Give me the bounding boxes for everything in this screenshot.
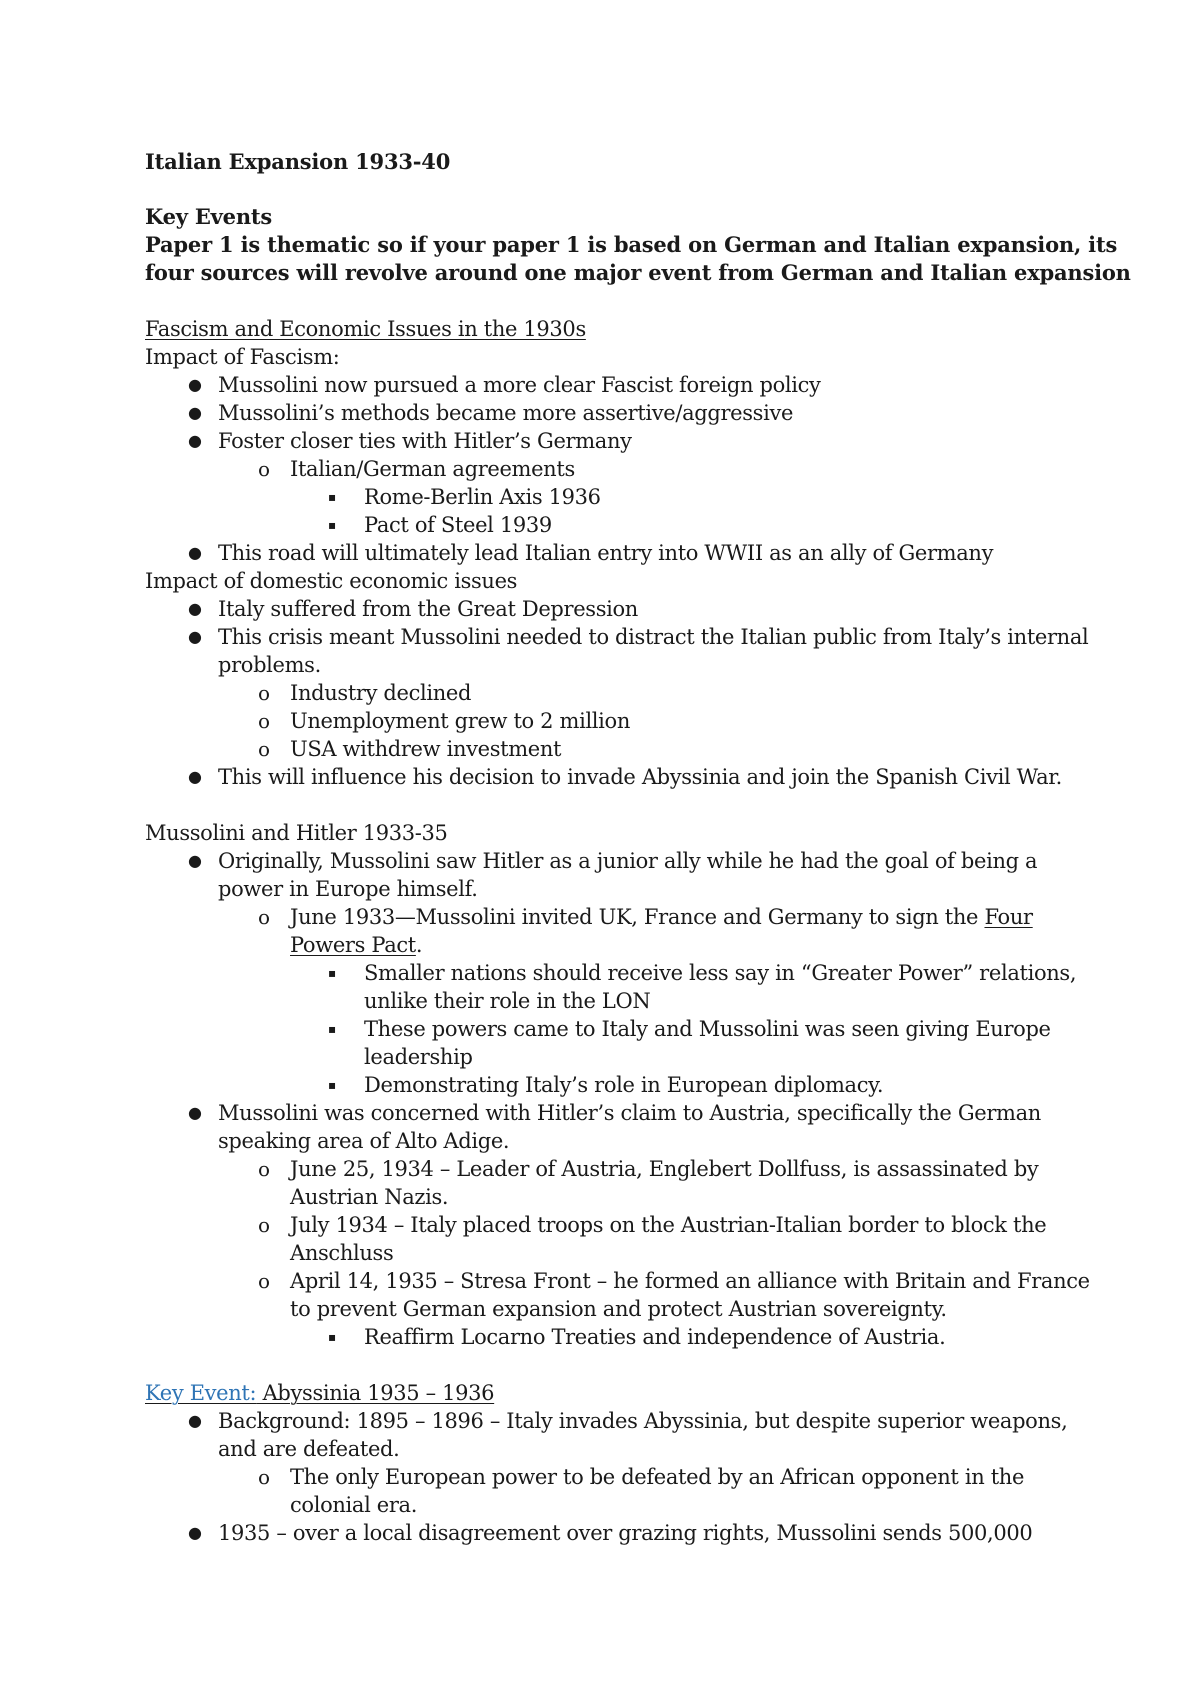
- list-item: o USA withdrew investment: [258, 737, 562, 761]
- list-item-continuation: unlike their role in the LON: [364, 989, 651, 1013]
- list-item-continuation: Anschluss: [290, 1241, 394, 1265]
- list-item: o June 1933—Mussolini invited UK, France and Germany to sign the Four: [258, 905, 1033, 929]
- circle-marker: o: [258, 1213, 270, 1237]
- square-marker: ▪: [328, 1078, 336, 1092]
- circle-marker: o: [258, 737, 270, 761]
- key-event-label[interactable]: Key Event:: [145, 1381, 257, 1405]
- bullet-marker: ●: [188, 599, 202, 618]
- list-item: ● 1935 – over a local disagreement over grazing rights, Mussolini sends 500,000: [188, 1521, 1033, 1545]
- list-item: ● Foster closer ties with Hitler’s Germany: [188, 429, 632, 453]
- square-marker: ▪: [328, 518, 336, 532]
- section-heading-fascism: Fascism and Economic Issues in the 1930s: [145, 317, 586, 341]
- list-item-continuation: colonial era.: [290, 1493, 418, 1517]
- list-item: ● Mussolini now pursued a more clear Fascist foreign policy: [188, 373, 821, 397]
- circle-marker: o: [258, 709, 270, 733]
- section-heading-mussolini-hitler: Mussolini and Hitler 1933-35: [145, 821, 448, 845]
- list-item-continuation: leadership: [364, 1045, 473, 1069]
- list-item: o July 1934 – Italy placed troops on the Austrian-Italian border to block the: [258, 1213, 1047, 1237]
- list-item: o Industry declined: [258, 681, 472, 705]
- four-powers-pact-link[interactable]: Four: [984, 905, 1033, 929]
- bullet-marker: ●: [188, 851, 202, 870]
- four-powers-pact-link[interactable]: Powers Pact: [290, 933, 416, 957]
- list-item: ● This crisis meant Mussolini needed to distract the Italian public from Italy’s internal: [188, 625, 1089, 649]
- list-item: ● Mussolini was concerned with Hitler’s claim to Austria, specifically the German: [188, 1101, 1041, 1125]
- circle-marker: o: [258, 681, 270, 705]
- list-item-continuation: Powers Pact.: [290, 933, 423, 957]
- list-item-continuation: speaking area of Alto Adige.: [218, 1129, 510, 1153]
- list-item: ▪ Rome-Berlin Axis 1936: [328, 485, 601, 509]
- list-item: ● Originally, Mussolini saw Hitler as a junior ally while he had the goal of being a: [188, 849, 1038, 873]
- bullet-marker: ●: [188, 1523, 202, 1542]
- square-marker: ▪: [328, 490, 336, 504]
- square-marker: ▪: [328, 1330, 336, 1344]
- list-item: ▪ Pact of Steel 1939: [328, 513, 552, 537]
- list-item: o The only European power to be defeated by an African opponent in the: [258, 1465, 1025, 1489]
- list-item: ▪ Reaffirm Locarno Treaties and independence of Austria.: [328, 1325, 946, 1349]
- bullet-marker: ●: [188, 403, 202, 422]
- paper-note-line: four sources will revolve around one major event from German and Italian expansion: [145, 260, 1131, 285]
- document-title: Italian Expansion 1933-40: [145, 149, 451, 174]
- list-item-continuation: Austrian Nazis.: [290, 1185, 449, 1209]
- circle-marker: o: [258, 457, 270, 481]
- section-heading-abyssinia: Key Event: Abyssinia 1935 – 1936: [145, 1381, 495, 1405]
- list-item: o June 25, 1934 – Leader of Austria, Englebert Dollfuss, is assassinated by: [258, 1157, 1039, 1181]
- bullet-marker: ●: [188, 375, 202, 394]
- list-item: ▪ Demonstrating Italy’s role in European diplomacy.: [328, 1073, 884, 1097]
- bullet-marker: ●: [188, 1411, 202, 1430]
- circle-marker: o: [258, 1269, 270, 1293]
- list-item-continuation: and are defeated.: [218, 1437, 400, 1461]
- list-item: ● Mussolini’s methods became more assertive/aggressive: [188, 401, 794, 425]
- list-item: ▪ These powers came to Italy and Mussolini was seen giving Europe: [328, 1017, 1051, 1041]
- key-events-heading: Key Events: [145, 204, 273, 229]
- list-item: ● Background: 1895 – 1896 – Italy invades Abyssinia, but despite superior weapons,: [188, 1409, 1068, 1433]
- subheading-impact-fascism: Impact of Fascism:: [145, 345, 340, 369]
- bullet-marker: ●: [188, 627, 202, 646]
- list-item: ● This road will ultimately lead Italian entry into WWII as an ally of Germany: [188, 541, 994, 565]
- list-item: ● This will influence his decision to invade Abyssinia and join the Spanish Civil War.: [188, 765, 1062, 789]
- circle-marker: o: [258, 905, 270, 929]
- list-item-continuation: to prevent German expansion and protect Austrian sovereignty.: [290, 1297, 947, 1321]
- bullet-marker: ●: [188, 1103, 202, 1122]
- list-item: o Unemployment grew to 2 million: [258, 709, 631, 733]
- subheading-impact-domestic: Impact of domestic economic issues: [145, 569, 518, 593]
- paper-note-line: Paper 1 is thematic so if your paper 1 is based on German and Italian expansion, its: [145, 232, 1118, 257]
- list-item-continuation: power in Europe himself.: [218, 877, 478, 901]
- list-item: ● Italy suffered from the Great Depression: [188, 597, 638, 621]
- square-marker: ▪: [328, 966, 336, 980]
- bullet-marker: ●: [188, 767, 202, 786]
- list-item-continuation: problems.: [218, 653, 321, 677]
- bullet-marker: ●: [188, 431, 202, 450]
- bullet-marker: ●: [188, 543, 202, 562]
- list-item: o April 14, 1935 – Stresa Front – he formed an alliance with Britain and France: [258, 1269, 1090, 1293]
- list-item: ▪ Smaller nations should receive less say in “Greater Power” relations,: [328, 961, 1077, 985]
- list-item: o Italian/German agreements: [258, 457, 575, 481]
- circle-marker: o: [258, 1157, 270, 1181]
- circle-marker: o: [258, 1465, 270, 1489]
- square-marker: ▪: [328, 1022, 336, 1036]
